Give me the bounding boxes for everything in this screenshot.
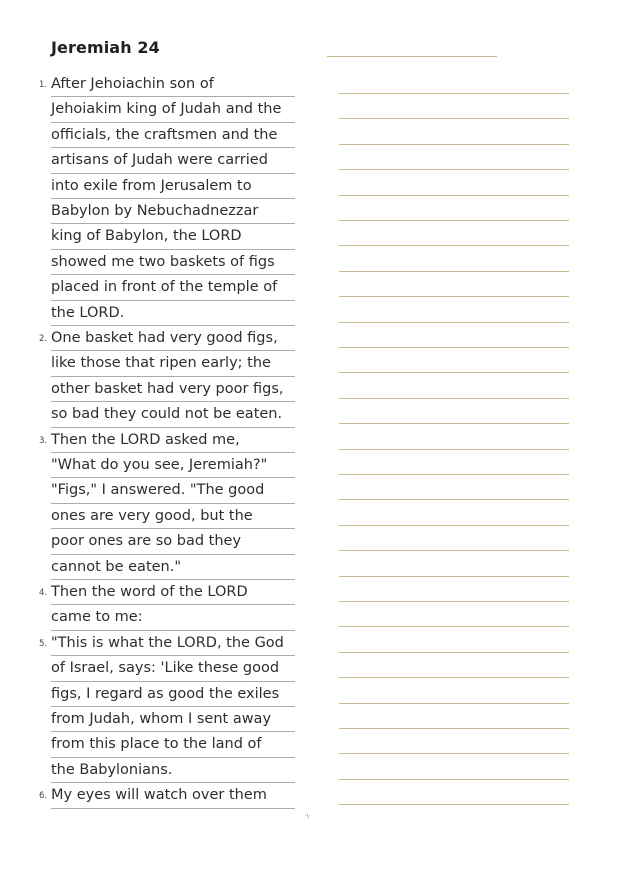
verse-line-text: came to me: [51, 609, 143, 626]
writing-line[interactable] [339, 576, 569, 577]
verse-line-text: officials, the craftsmen and the [51, 126, 278, 143]
verse-line [51, 529, 295, 554]
verse-line [51, 351, 295, 376]
verse-line-text: from Judah, whom I sent away [51, 711, 272, 727]
writing-line[interactable] [339, 525, 569, 526]
writing-line[interactable] [339, 220, 569, 221]
verse-line [51, 732, 295, 757]
verse-line [51, 377, 295, 402]
writing-line[interactable] [339, 652, 569, 653]
name-writing-line[interactable] [327, 56, 497, 57]
verse-line [51, 555, 295, 580]
verse-line-text: cannot be eaten." [51, 558, 182, 575]
verse-number: 3. [39, 435, 48, 446]
verse-line [39, 631, 295, 656]
writing-line[interactable] [339, 398, 569, 399]
verse-line-text: the Babylonians. [51, 761, 173, 778]
verse-line-text: of Israel, says: 'Like these good [51, 660, 280, 677]
verse-line [51, 123, 295, 148]
verse-line [51, 301, 295, 326]
writing-line[interactable] [339, 169, 569, 170]
verse-line [39, 326, 295, 351]
verse-line-text: from this place to the land of [51, 736, 262, 753]
verse-line-text: king of Babylon, the LORD [51, 228, 242, 245]
verse-number: 2. [39, 334, 48, 344]
verse-line [51, 707, 295, 732]
verse-line-text: After Jehoiachin son of [51, 76, 214, 92]
page-number-mark: ·\· [305, 813, 311, 820]
verse-line-text: into exile from Jerusalem to [51, 177, 252, 194]
verse-line-text: "Figs," I answered. "The good [51, 482, 265, 499]
verse-line [51, 656, 295, 681]
verse-line [51, 504, 295, 529]
verse-line [51, 605, 295, 630]
verse-line [51, 275, 295, 300]
writing-line[interactable] [339, 550, 569, 551]
verse-line [51, 97, 295, 122]
verse-line [51, 453, 295, 478]
writing-line[interactable] [339, 728, 569, 729]
verse-line-text: Then the LORD asked me, [51, 431, 240, 448]
verse-text-column [0, 0, 310, 820]
writing-line[interactable] [339, 322, 569, 323]
verse-number: 6. [39, 791, 48, 802]
verse-line [39, 428, 295, 453]
verse-line-text: other basket had very poor figs, [51, 380, 284, 397]
writing-line[interactable] [339, 677, 569, 678]
verse-number: 1. [39, 80, 48, 90]
writing-line[interactable] [339, 271, 569, 272]
verse-line-text: One basket had very good figs, [51, 330, 278, 346]
writing-line[interactable] [339, 195, 569, 196]
verse-line [51, 148, 295, 173]
writing-line[interactable] [339, 245, 569, 246]
verse-line [51, 174, 295, 199]
verse-line [39, 783, 295, 808]
verse-line-text: figs, I regard as good the exiles [51, 685, 280, 702]
writing-line[interactable] [339, 474, 569, 475]
writing-line[interactable] [339, 118, 569, 119]
verse-line-text: "What do you see, Jeremiah?" [51, 457, 268, 473]
writing-line[interactable] [339, 372, 569, 373]
verse-line-text: showed me two baskets of figs [51, 253, 275, 270]
verse-line-text: Then the word of the LORD [51, 584, 248, 600]
verse-line-text: like those that ripen early; the [51, 355, 271, 372]
writing-line[interactable] [339, 779, 569, 780]
writing-line[interactable] [339, 804, 569, 805]
verse-line [51, 758, 295, 783]
writing-line[interactable] [339, 347, 569, 348]
writing-line[interactable] [339, 423, 569, 424]
verse-line-text: "This is what the LORD, the God [51, 634, 284, 651]
verse-number: 5. [39, 638, 48, 649]
verse-line-text: Babylon by Nebuchadnezzar [51, 203, 259, 219]
verse-line [39, 72, 295, 97]
verse-line-text: placed in front of the temple of [51, 279, 278, 296]
verse-line [51, 402, 295, 427]
verse-line-text: artisans of Judah were carried [51, 152, 268, 169]
verse-line-text: so bad they could not be eaten. [51, 406, 283, 423]
writing-line[interactable] [339, 449, 569, 450]
verse-line [39, 580, 295, 605]
writing-line[interactable] [339, 601, 569, 602]
verse-number: 4. [39, 588, 48, 598]
verse-line-text: poor ones are so bad they [51, 533, 242, 550]
writing-line[interactable] [339, 296, 569, 297]
writing-line[interactable] [339, 753, 569, 754]
writing-line[interactable] [339, 144, 569, 145]
verse-line [51, 250, 295, 275]
verse-line-text: ones are very good, but the [51, 507, 253, 524]
verse-line-text: the LORD. [51, 304, 125, 321]
writing-line[interactable] [339, 626, 569, 627]
writing-line[interactable] [339, 499, 569, 500]
page-title: Jeremiah 24 [51, 38, 160, 57]
verse-line [51, 224, 295, 249]
verse-line [51, 682, 295, 707]
writing-line[interactable] [339, 93, 569, 94]
writing-line[interactable] [339, 703, 569, 704]
verse-line [51, 199, 295, 224]
verse-line-text: My eyes will watch over them [51, 787, 267, 804]
verse-line [51, 478, 295, 503]
verse-line-text: Jehoiakim king of Judah and the [51, 101, 282, 118]
